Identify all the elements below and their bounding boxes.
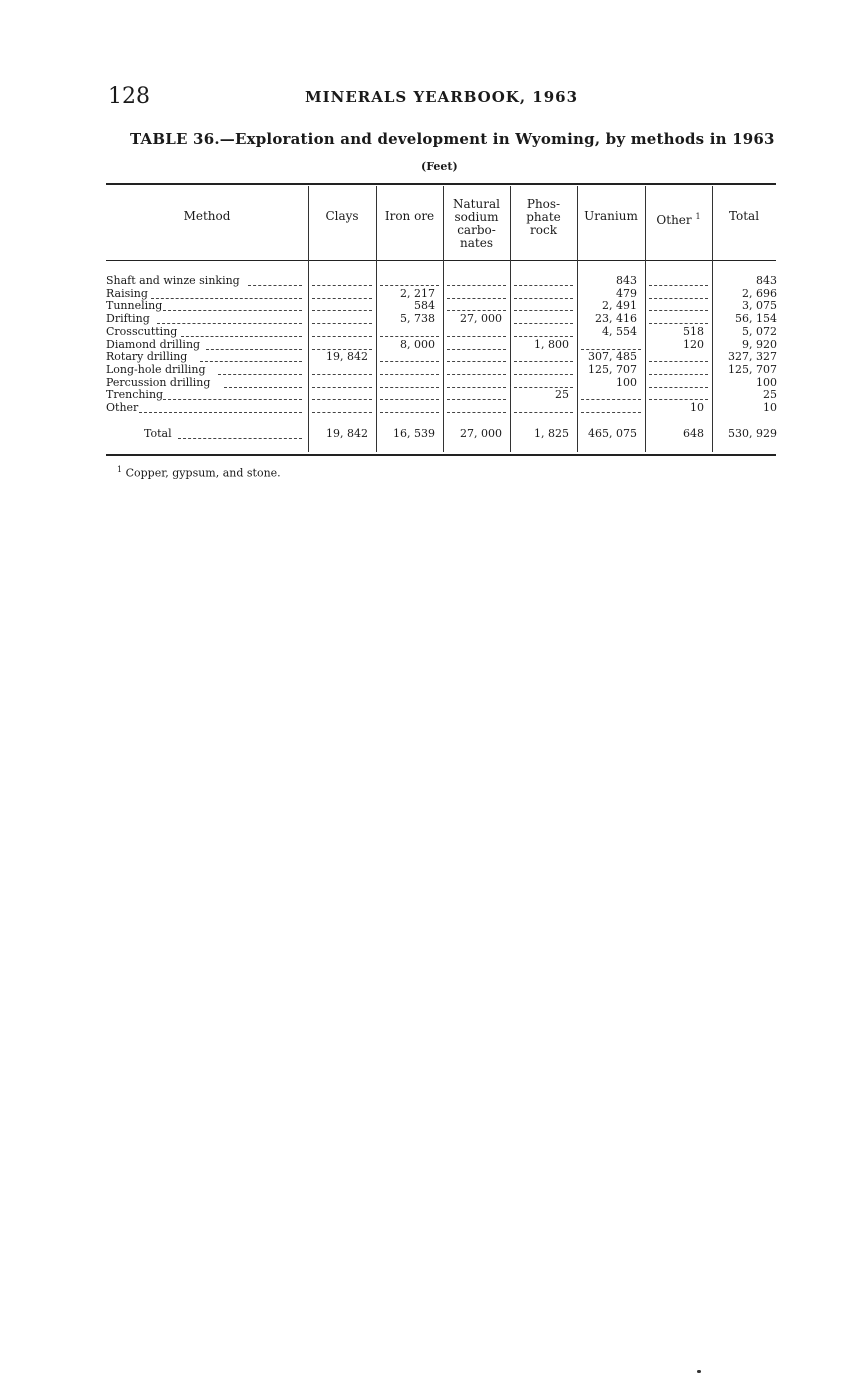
total-cell-phosphate: 1, 825 (534, 427, 569, 440)
dot-leader (151, 298, 302, 299)
cell-phosphate: 1, 800 (534, 337, 569, 351)
empty-cell-dashes (312, 310, 372, 311)
empty-cell-dashes (649, 361, 708, 362)
empty-cell-dashes (649, 374, 708, 375)
total-cell-uranium: 465, 075 (588, 427, 637, 440)
dot-leader (178, 438, 302, 439)
empty-cell-dashes (447, 399, 506, 400)
column-header-clays: Clays (325, 209, 359, 223)
cell-uranium: 125, 707 (588, 362, 637, 376)
column-header-uranium: Uranium (584, 209, 638, 223)
column-header-iron-ore: Iron ore (384, 209, 435, 223)
empty-cell-dashes (312, 374, 372, 375)
empty-cell-dashes (447, 387, 506, 388)
empty-cell-dashes (312, 285, 372, 286)
cell-iron-ore: 8, 000 (400, 337, 435, 351)
header-line: Natural (453, 197, 500, 211)
empty-cell-dashes (447, 336, 506, 337)
empty-cell-dashes (312, 399, 372, 400)
empty-cell-dashes (514, 374, 573, 375)
empty-cell-dashes (649, 285, 708, 286)
running-head: MINERALS YEARBOOK, 1963 (305, 88, 579, 106)
empty-cell-dashes (380, 374, 439, 375)
row-method-label: Raising (106, 287, 148, 300)
empty-cell-dashes (447, 361, 506, 362)
cell-total: 327, 327 (728, 350, 777, 364)
empty-cell-dashes (447, 349, 506, 350)
footnote-marker: 1 (695, 212, 701, 221)
empty-cell-dashes (447, 412, 506, 413)
column-header-other (645, 210, 712, 227)
page-number: 128 (108, 84, 150, 109)
footnote-marker: 1 (117, 465, 123, 474)
cell-iron-ore: 5, 738 (400, 312, 435, 326)
cell-phosphate: 25 (555, 388, 569, 402)
total-cell-clays: 19, 842 (326, 427, 368, 440)
cell-iron-ore: 2, 217 (400, 286, 435, 300)
dot-leader (224, 387, 302, 388)
cell-uranium: 843 (616, 274, 637, 287)
dot-leader (200, 361, 303, 362)
cell-other: 518 (683, 324, 704, 338)
cell-iron-ore: 584 (414, 299, 435, 313)
print-speck (697, 1370, 701, 1373)
cell-total: 100 (756, 375, 777, 389)
header-line: nates (460, 236, 493, 250)
cell-total: 125, 707 (728, 362, 777, 376)
row-method-label: Shaft and winze sinking (106, 275, 240, 287)
header-line: phate (526, 210, 561, 224)
row-method-label: Crosscutting (106, 325, 178, 338)
empty-cell-dashes (312, 298, 372, 299)
dot-leader (181, 336, 302, 337)
cell-total: 9, 920 (742, 337, 777, 351)
cell-total: 25 (763, 388, 777, 402)
total-cell-natural-sodium: 27, 000 (460, 427, 502, 440)
header-line: carbo- (457, 223, 496, 237)
empty-cell-dashes (649, 387, 708, 388)
cell-total: 5, 072 (742, 324, 777, 338)
cell-uranium: 4, 554 (602, 324, 637, 338)
empty-cell-dashes (380, 399, 439, 400)
row-method-label: Rotary drilling (106, 351, 188, 364)
footnote (117, 465, 281, 480)
header-line: Phos- (526, 197, 561, 211)
row-method-label: Tunneling (106, 300, 163, 313)
empty-cell-dashes (514, 361, 573, 362)
total-label: Total (144, 427, 172, 440)
empty-cell-dashes (447, 298, 506, 299)
total-cell-total: 530, 929 (728, 427, 777, 440)
table-title: TABLE 36.—Exploration and development in Wyoming, by methods in 1963 (130, 130, 775, 148)
top-rule (106, 183, 776, 185)
column-header-natural-sodium-carbonates (443, 198, 510, 250)
dot-leader (163, 310, 302, 311)
cell-other: 120 (683, 337, 704, 351)
empty-cell-dashes (380, 336, 439, 337)
empty-cell-dashes (581, 399, 641, 400)
empty-cell-dashes (514, 412, 573, 413)
cell-total: 2, 696 (742, 286, 777, 300)
bottom-rule (106, 454, 776, 456)
empty-cell-dashes (581, 412, 641, 413)
cell-uranium: 2, 491 (602, 299, 637, 313)
dot-leader (248, 285, 302, 286)
row-method-label: Drifting (106, 313, 150, 326)
empty-cell-dashes (447, 374, 506, 375)
empty-cell-dashes (514, 323, 573, 324)
cell-total: 3, 075 (742, 299, 777, 313)
cell-total: 56, 154 (735, 312, 777, 326)
dot-leader (206, 349, 302, 350)
empty-cell-dashes (380, 412, 439, 413)
dot-leader (157, 323, 302, 324)
empty-cell-dashes (447, 285, 506, 286)
dot-leader (163, 399, 302, 400)
empty-cell-dashes (312, 323, 372, 324)
row-method-label: Diamond drilling (106, 338, 201, 351)
row-method-label: Long-hole drilling (106, 363, 206, 376)
cell-total: 10 (763, 401, 777, 414)
empty-cell-dashes (312, 387, 372, 388)
empty-cell-dashes (312, 412, 372, 413)
cell-other: 10 (690, 401, 704, 414)
header-line: rock (530, 223, 557, 237)
row-method-label: Trenching (106, 389, 164, 402)
empty-cell-dashes (514, 298, 573, 299)
empty-cell-dashes (514, 310, 573, 311)
empty-cell-dashes (649, 298, 708, 299)
dot-leader (218, 374, 302, 375)
empty-cell-dashes (312, 336, 372, 337)
empty-cell-dashes (514, 285, 573, 286)
cell-total: 843 (756, 274, 777, 287)
cell-uranium: 23, 416 (595, 312, 637, 326)
footnote-text: Copper, gypsum, and stone. (125, 466, 281, 480)
column-header-phosphate-rock (510, 198, 577, 237)
cell-uranium: 100 (616, 375, 637, 389)
column-divider (308, 186, 309, 452)
cell-clays: 19, 842 (326, 350, 368, 364)
cell-natural-sodium: 27, 000 (460, 312, 502, 326)
cell-uranium: 307, 485 (588, 350, 637, 364)
column-header-total: Total (728, 209, 760, 223)
table-units: (Feet) (421, 160, 458, 173)
row-method-label: Percussion drilling (106, 376, 211, 389)
column-header-method: Method (183, 209, 231, 223)
empty-cell-dashes (649, 323, 708, 324)
empty-cell-dashes (649, 310, 708, 311)
header-text: Other (656, 213, 692, 227)
header-rule (106, 260, 776, 261)
header-line: sodium (454, 210, 499, 224)
total-cell-other: 648 (683, 427, 704, 440)
empty-cell-dashes (380, 387, 439, 388)
empty-cell-dashes (380, 361, 439, 362)
total-cell-iron-ore: 16, 539 (393, 427, 435, 440)
dot-leader (139, 412, 303, 413)
empty-cell-dashes (514, 336, 573, 337)
empty-cell-dashes (380, 285, 439, 286)
cell-uranium: 479 (616, 286, 637, 300)
row-method-label: Other (106, 402, 139, 414)
